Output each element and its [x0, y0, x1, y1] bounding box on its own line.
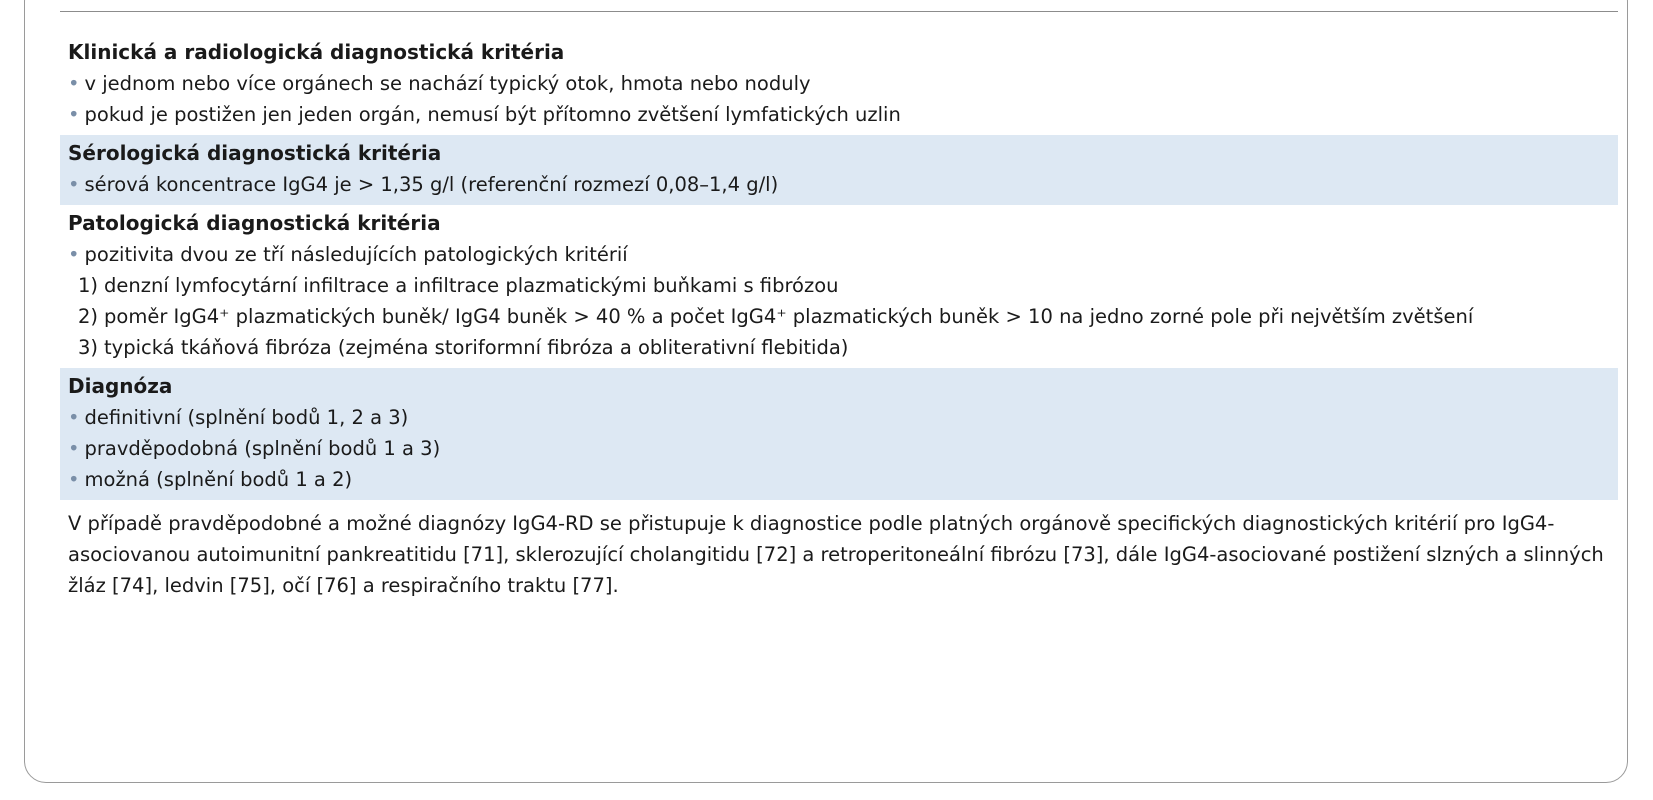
criteria-table [60, 34, 1618, 601]
bullet-icon: • [68, 103, 80, 126]
bullet-icon: • [68, 406, 80, 429]
section-heading: Klinická a radiologická diagnostická kritéria [68, 40, 565, 64]
list-item: • definitivní (splnění bodů 1, 2 a 3) [68, 406, 409, 429]
list-item: • pozitivita dvou ze tří následujících patologických kritérií [68, 243, 628, 266]
bullet-icon: • [68, 72, 80, 95]
list-item: • možná (splnění bodů 1 a 2) [68, 468, 353, 491]
bullet-icon: • [68, 243, 80, 266]
numbered-item: 2) poměr IgG4⁺ plazmatických buněk/ IgG4 buněk > 40 % a počet IgG4⁺ plazmatických buněk > 10 na jedno zorné pole při největším zvětšení [78, 305, 1474, 328]
footnote-paragraph: V případě pravděpodobné a možné diagnózy IgG4-RD se přistupuje k diagnostice podle platných orgánově specifických diagnostických kritérií pro IgG4-asociovanou autoimunitní pankreatitidu [71], sklerozující cholangitidu [72] a retroperitoneální fibrózu [73], dále IgG4-asociované postižení slzných a slinných žláz [74], ledvin [75], očí [76] a respiračního traktu [77]. [68, 512, 1604, 597]
section-diagnosis [60, 368, 1618, 500]
list-item: • pokud je postižen jen jeden orgán, nemusí být přítomno zvětšení lymfatických uzlin [68, 103, 901, 126]
list-item: • pravděpodobná (splnění bodů 1 a 3) [68, 437, 441, 460]
bullet-icon: • [68, 468, 80, 491]
bullet-icon: • [68, 173, 80, 196]
section-heading: Sérologická diagnostická kritéria [68, 141, 442, 165]
bullet-icon: • [68, 437, 80, 460]
numbered-item: 1) denzní lymfocytární infiltrace a infiltrace plazmatickými buňkami s fibrózou [78, 274, 839, 297]
section-serological [60, 135, 1618, 205]
section-clinical [60, 34, 1618, 135]
section-heading: Patologická diagnostická kritéria [68, 211, 441, 235]
list-item: • v jednom nebo více orgánech se nachází typický otok, hmota nebo noduly [68, 72, 811, 95]
section-pathological [60, 205, 1618, 368]
top-rule [60, 11, 1618, 12]
list-item: • sérová koncentrace IgG4 je > 1,35 g/l (referenční rozmezí 0,08–1,4 g/l) [68, 173, 779, 196]
section-heading: Diagnóza [68, 374, 173, 398]
numbered-item: 3) typická tkáňová fibróza (zejména storiformní fibróza a obliterativní flebitida) [78, 336, 849, 359]
